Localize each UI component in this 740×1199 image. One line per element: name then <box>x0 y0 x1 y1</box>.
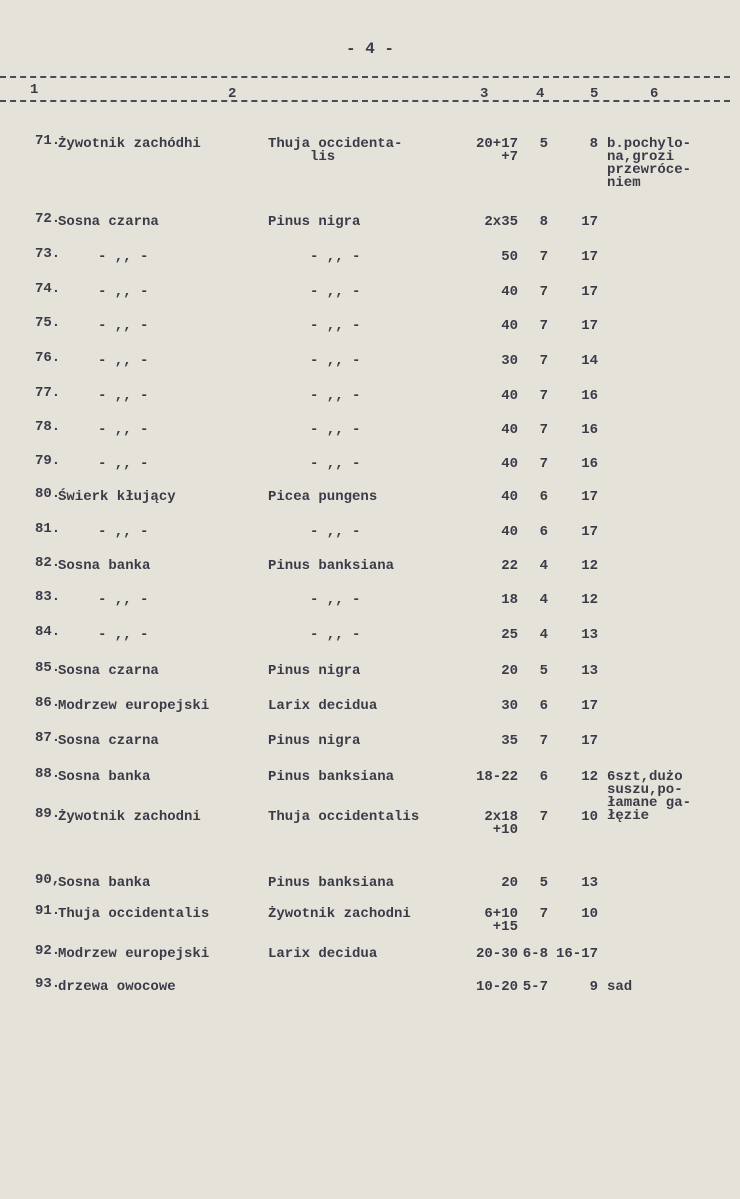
latin-name: - ,, - <box>310 353 361 369</box>
header-rule-top <box>0 76 730 78</box>
column-3-value: 25 <box>501 627 518 643</box>
row-number: 86. <box>35 695 61 711</box>
column-header-1: 1 <box>30 82 39 98</box>
polish-name: Sosna czarna <box>58 663 159 679</box>
polish-name: Modrzew europejski <box>58 946 210 962</box>
latin-name: Larix decidua <box>268 946 378 962</box>
polish-name: Żywotnik zachodni <box>58 809 201 825</box>
polish-name: Thuja occidentalis <box>58 906 210 922</box>
latin-name: - ,, - <box>310 592 361 608</box>
remarks: b.pochylo- na,grozi przewróce- niem <box>607 136 692 191</box>
polish-name: - ,, - <box>98 456 149 472</box>
latin-name: Thuja occidenta- lis <box>268 136 403 165</box>
column-3-value: 40 <box>501 318 518 334</box>
polish-name: Żywotnik zachódhi <box>58 136 201 152</box>
column-5-value: 13 <box>581 875 598 891</box>
column-5-value: 17 <box>581 318 598 334</box>
column-4-value: 6-8 <box>522 946 548 962</box>
latin-name: Pinus banksiana <box>268 769 395 785</box>
latin-name: Larix decidua <box>268 698 378 714</box>
column-3-value: 2x18 +10 <box>484 809 518 838</box>
column-4-value: 4 <box>539 558 548 574</box>
row-number: 84. <box>35 624 61 640</box>
column-3-value: 40 <box>501 284 518 300</box>
latin-name: - ,, - <box>310 456 361 472</box>
latin-name: Pinus nigra <box>268 663 361 679</box>
row-number: 89. <box>35 806 61 822</box>
polish-name: - ,, - <box>98 249 149 265</box>
row-number: 79. <box>35 453 61 469</box>
column-4-value: 7 <box>539 456 548 472</box>
latin-name: Pinus banksiana <box>268 875 395 891</box>
column-header-6: 6 <box>650 86 659 102</box>
column-5-value: 10 <box>581 906 598 922</box>
column-3-value: 40 <box>501 388 518 404</box>
polish-name: Sosna banka <box>58 558 151 574</box>
column-4-value: 6 <box>539 489 548 505</box>
column-5-value: 17 <box>581 698 598 714</box>
column-5-value: 12 <box>581 558 598 574</box>
column-3-value: 40 <box>501 422 518 438</box>
column-5-value: 10 <box>581 809 598 825</box>
column-3-value: 22 <box>501 558 518 574</box>
column-4-value: 5-7 <box>522 979 548 995</box>
column-4-value: 7 <box>539 284 548 300</box>
polish-name: Sosna banka <box>58 769 151 785</box>
row-number: 71. <box>35 133 61 149</box>
column-5-value: 17 <box>581 284 598 300</box>
column-4-value: 7 <box>539 733 548 749</box>
polish-name: - ,, - <box>98 318 149 334</box>
column-3-value: 40 <box>501 489 518 505</box>
column-3-value: 18-22 <box>475 769 518 785</box>
page-number: - 4 - <box>345 40 394 58</box>
column-5-value: 14 <box>581 353 598 369</box>
polish-name: Świerk kłujący <box>58 489 176 505</box>
row-number: 92. <box>35 943 61 959</box>
column-4-value: 5 <box>539 875 548 891</box>
column-3-value: 2x35 <box>484 214 518 230</box>
column-4-value: 4 <box>539 592 548 608</box>
column-5-value: 17 <box>581 733 598 749</box>
row-number: 73. <box>35 246 61 262</box>
latin-name: Picea pungens <box>268 489 378 505</box>
column-4-value: 6 <box>539 524 548 540</box>
latin-name: - ,, - <box>310 249 361 265</box>
column-4-value: 7 <box>539 249 548 265</box>
column-3-value: 10-20 <box>475 979 518 995</box>
column-3-value: 20+17 +7 <box>475 136 518 165</box>
column-4-value: 5 <box>539 136 548 152</box>
column-4-value: 7 <box>539 906 548 922</box>
column-5-value: 12 <box>581 592 598 608</box>
column-3-value: 40 <box>501 524 518 540</box>
polish-name: - ,, - <box>98 353 149 369</box>
column-4-value: 7 <box>539 809 548 825</box>
latin-name: Thuja occidentalis <box>268 809 420 825</box>
column-5-value: 13 <box>581 663 598 679</box>
column-5-value: 17 <box>581 489 598 505</box>
column-3-value: 20-30 <box>475 946 518 962</box>
latin-name: Żywotnik zachodni <box>268 906 411 922</box>
row-number: 72. <box>35 211 61 227</box>
remarks: 6szt,dużo suszu,po- łamane ga- łęzie <box>607 769 692 824</box>
row-number: 80. <box>35 486 61 502</box>
row-number: 78. <box>35 419 61 435</box>
header-rule-bottom <box>0 100 730 102</box>
column-5-value: 16 <box>581 388 598 404</box>
remarks: sad <box>607 979 633 995</box>
column-3-value: 30 <box>501 353 518 369</box>
column-3-value: 50 <box>501 249 518 265</box>
column-header-4: 4 <box>536 86 545 102</box>
latin-name: Pinus banksiana <box>268 558 395 574</box>
column-5-value: 13 <box>581 627 598 643</box>
row-number: 82. <box>35 555 61 571</box>
row-number: 76. <box>35 350 61 366</box>
polish-name: - ,, - <box>98 422 149 438</box>
column-4-value: 5 <box>539 663 548 679</box>
column-5-value: 8 <box>589 136 598 152</box>
polish-name: Sosna czarna <box>58 214 159 230</box>
row-number: 93. <box>35 976 61 992</box>
latin-name: Pinus nigra <box>268 733 361 749</box>
row-number: 88. <box>35 766 61 782</box>
row-number: 77. <box>35 385 61 401</box>
column-3-value: 6+10 +15 <box>484 906 518 935</box>
column-5-value: 17 <box>581 214 598 230</box>
column-5-value: 9 <box>589 979 598 995</box>
column-4-value: 6 <box>539 698 548 714</box>
column-4-value: 7 <box>539 318 548 334</box>
column-3-value: 18 <box>501 592 518 608</box>
row-number: 87. <box>35 730 61 746</box>
column-3-value: 40 <box>501 456 518 472</box>
polish-name: Modrzew europejski <box>58 698 210 714</box>
column-4-value: 8 <box>539 214 548 230</box>
column-3-value: 20 <box>501 663 518 679</box>
polish-name: - ,, - <box>98 284 149 300</box>
latin-name: - ,, - <box>310 318 361 334</box>
latin-name: - ,, - <box>310 422 361 438</box>
polish-name: Sosna banka <box>58 875 151 891</box>
latin-name: - ,, - <box>310 627 361 643</box>
column-4-value: 7 <box>539 353 548 369</box>
row-number: 91. <box>35 903 61 919</box>
column-header-5: 5 <box>590 86 599 102</box>
row-number: 85. <box>35 660 61 676</box>
column-3-value: 20 <box>501 875 518 891</box>
polish-name: - ,, - <box>98 627 149 643</box>
column-3-value: 30 <box>501 698 518 714</box>
column-5-value: 16 <box>581 456 598 472</box>
column-4-value: 7 <box>539 422 548 438</box>
column-3-value: 35 <box>501 733 518 749</box>
row-number: 75. <box>35 315 61 331</box>
row-number: 81. <box>35 521 61 537</box>
latin-name: Pinus nigra <box>268 214 361 230</box>
polish-name: - ,, - <box>98 388 149 404</box>
column-4-value: 7 <box>539 388 548 404</box>
row-number: 74. <box>35 281 61 297</box>
column-header-3: 3 <box>480 86 489 102</box>
polish-name: - ,, - <box>98 524 149 540</box>
column-4-value: 4 <box>539 627 548 643</box>
latin-name: - ,, - <box>310 524 361 540</box>
column-5-value: 16 <box>581 422 598 438</box>
row-number: 83. <box>35 589 61 605</box>
polish-name: drzewa owocowe <box>58 979 176 995</box>
column-header-2: 2 <box>228 86 237 102</box>
column-5-value: 12 <box>581 769 598 785</box>
polish-name: Sosna czarna <box>58 733 159 749</box>
column-5-value: 16-17 <box>555 946 598 962</box>
latin-name: - ,, - <box>310 388 361 404</box>
latin-name: - ,, - <box>310 284 361 300</box>
row-number: 90, <box>35 872 61 888</box>
column-5-value: 17 <box>581 249 598 265</box>
polish-name: - ,, - <box>98 592 149 608</box>
column-5-value: 17 <box>581 524 598 540</box>
column-4-value: 6 <box>539 769 548 785</box>
